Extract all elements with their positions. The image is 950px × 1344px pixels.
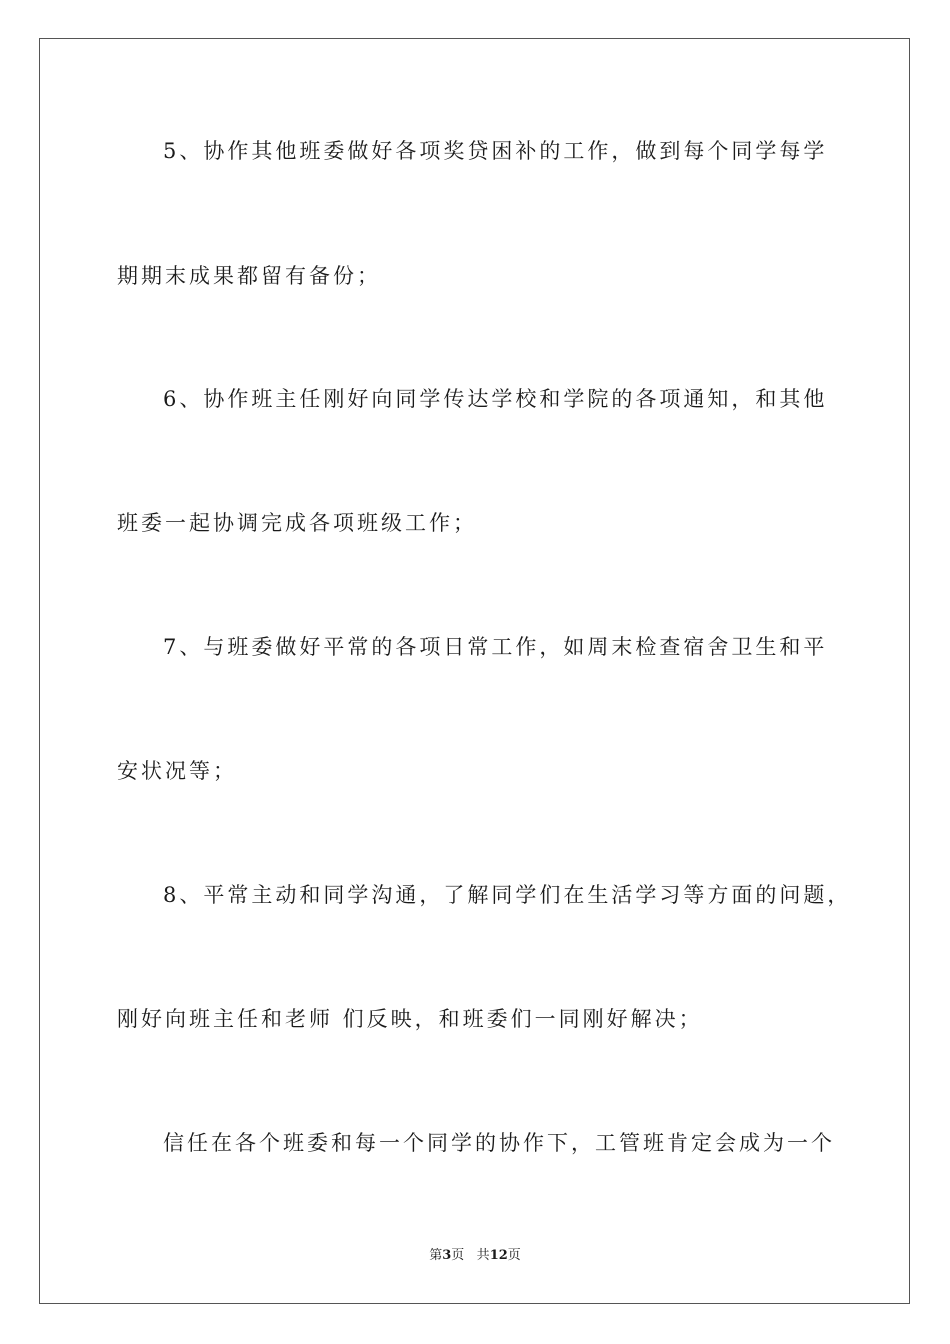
footer-page-suffix: 页 (451, 1248, 465, 1263)
paragraph-8-line-1: 8、平常主动和同学沟通，了解同学们在生活学习等方面的问题， (163, 883, 852, 907)
paragraph-8-line-2: 刚好向班主任和老师 们反映，和班委们一同刚好解决； (117, 1007, 703, 1031)
footer-total-prefix: 共 (476, 1248, 490, 1263)
paragraph-7-line-1: 7、与班委做好平常的各项日常工作，如周末检查宿舍卫生和平 (163, 635, 828, 659)
paragraph-6-line-2: 班委一起协调完成各项班级工作； (117, 511, 477, 535)
footer-prefix: 第 (429, 1248, 443, 1263)
closing-paragraph-line-1: 信任在各个班委和每一个同学的协作下，工管班肯定会成为一个 (163, 1131, 835, 1155)
paragraph-7-line-2: 安状况等； (117, 759, 237, 783)
footer-total-suffix: 页 (507, 1248, 521, 1263)
footer-total-pages: 12 (489, 1248, 508, 1263)
paragraph-5-line-1: 5、协作其他班委做好各项奖贷困补的工作，做到每个同学每学 (163, 139, 828, 163)
paragraph-6-line-1: 6、协作班主任刚好向同学传达学校和学院的各项通知，和其他 (163, 387, 828, 411)
paragraph-5-line-2: 期期末成果都留有备份； (117, 264, 381, 288)
footer-page-number: 3 (442, 1248, 452, 1263)
page-footer (0, 1247, 950, 1265)
page-frame (39, 38, 910, 1304)
